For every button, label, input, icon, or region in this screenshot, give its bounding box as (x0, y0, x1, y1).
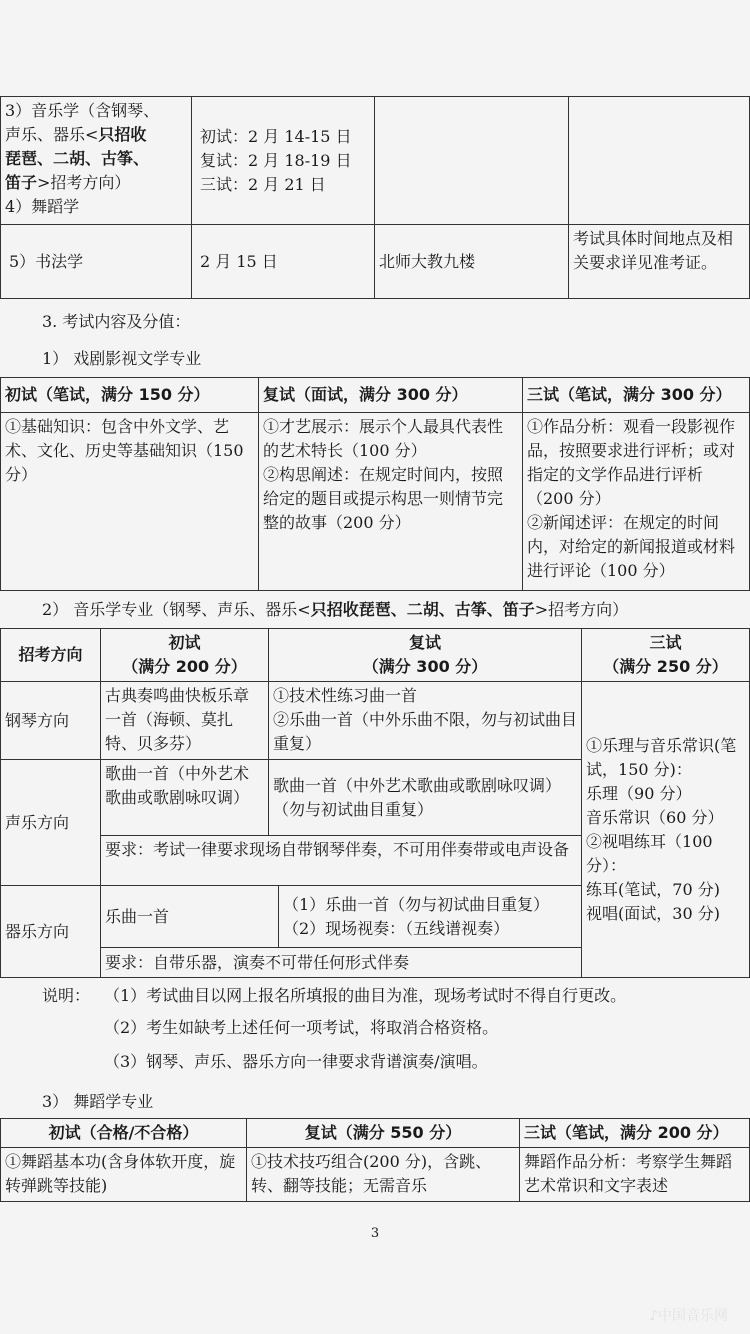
schedule-place-calligraphy: 北师大教九楼 (375, 225, 569, 299)
note-1: （1）考试曲目以网上报名所填报的曲目为准，现场考试时不得自行更改。 (104, 986, 627, 1005)
inst-second: （1）乐曲一首（勿与初试曲目重复） （2）现场视奏：（五线谱视奏） (279, 886, 582, 948)
watermark-logo: ♪中国音乐网 (649, 1308, 728, 1324)
schedule-table (0, 96, 750, 299)
music-header-second: 复试 （满分 300 分） (269, 629, 582, 682)
dance-table (0, 1118, 750, 1202)
piano-first: 古典奏鸣曲快板乐章一首（海顿、莫扎特、贝多芬） (101, 682, 269, 760)
note-2: （2）考生如缺考上述任何一项考试，将取消合格资格。 (104, 1018, 499, 1037)
dance-heading: 3） 舞蹈学专业 (42, 1092, 154, 1111)
inst-first: 乐曲一首 (101, 886, 279, 948)
piano-direction: 钢琴方向 (1, 682, 101, 760)
drama-third-content: ①作品分析：观看一段影视作品，按照要求进行评析；或对指定的文学作品进行评析（200 分） ②新闻述评：在规定的时间内，对给定的新闻报道或材料进行评论（100 分） (523, 413, 750, 591)
vocal-direction: 声乐方向 (1, 760, 101, 886)
inst-direction: 器乐方向 (1, 886, 101, 978)
drama-header-first: 初试（笔试，满分 150 分） (1, 378, 259, 413)
music-third-content: ①乐理与音乐常识(笔试，150 分)： 乐理（90 分） 音乐常识（60 分） ②视唱练耳（100 分）： 练耳(笔试，70 分) 视唱(面试，30 分) (582, 682, 750, 978)
notes-label: 说明： (42, 986, 91, 1005)
vocal-requirement: 要求：考试一律要求现场自带钢琴伴奏，不可用伴奏带或电声设备 (101, 836, 582, 886)
schedule-place-cell-empty (375, 97, 569, 225)
music-header-first: 初试 （满分 200 分） (101, 629, 269, 682)
dance-third-content: 舞蹈作品分析：考察学生舞蹈艺术常识和文字表述 (520, 1148, 750, 1202)
major-line-2: 声乐、器乐<只招收 (5, 125, 147, 144)
major-line-5: 4）舞蹈学 (5, 197, 80, 216)
schedule-date-calligraphy: 2 月 15 日 (192, 225, 375, 299)
drama-table (0, 377, 750, 591)
music-note-icon: ♪ (649, 1308, 658, 1324)
drama-heading: 1） 戏剧影视文学专业 (42, 349, 202, 368)
schedule-note-calligraphy: 考试具体时间地点及相关要求详见准考证。 (569, 225, 750, 299)
drama-header-third: 三试（笔试，满分 300 分） (523, 378, 750, 413)
major-line-1: 3）音乐学（含钢琴、 (5, 101, 160, 120)
note-3: （3）钢琴、声乐、器乐方向一律要求背谱演奏/演唱。 (104, 1052, 488, 1071)
major-line-3: 琵琶、二胡、古筝、 (5, 149, 150, 168)
vocal-first: 歌曲一首（中外艺术歌曲或歌剧咏叹调） (101, 760, 269, 836)
music-heading: 2） 音乐学专业（钢琴、声乐、器乐<只招收琵琶、二胡、古筝、笛子>招考方向） (42, 600, 629, 619)
music-header-third: 三试 （满分 250 分） (582, 629, 750, 682)
music-table (0, 628, 750, 978)
dance-header-third: 三试（笔试，满分 200 分） (520, 1119, 750, 1148)
schedule-note-cell-empty (569, 97, 750, 225)
dance-first-content: ①舞蹈基本功(含身体软开度，旋转弹跳等技能) (1, 1148, 247, 1202)
dance-header-first: 初试（合格/不合格） (1, 1119, 247, 1148)
schedule-dates-cell: 初试：2 月 14-15 日 复试：2 月 18-19 日 三试：2 月 21 日 (192, 97, 375, 225)
section-3-heading: 3. 考试内容及分值： (42, 312, 191, 331)
music-header-direction: 招考方向 (1, 629, 101, 682)
inst-requirement: 要求：自带乐器，演奏不可带任何形式伴奏 (101, 948, 750, 978)
vocal-second: 歌曲一首（中外艺术歌曲或歌剧咏叹调）（勿与初试曲目重复） (269, 760, 582, 836)
dance-header-second: 复试（满分 550 分） (247, 1119, 520, 1148)
schedule-major-calligraphy: 5）书法学 (1, 225, 192, 299)
drama-header-second: 复试（面试，满分 300 分） (259, 378, 523, 413)
schedule-major-cell (1, 97, 192, 225)
dance-second-content: ①技术技巧组合(200 分)，含跳、转、翻等技能；无需音乐 (247, 1148, 520, 1202)
page-number: 3 (370, 1226, 380, 1241)
drama-first-content: ①基础知识：包含中外文学、艺术、文化、历史等基础知识（150 分） (1, 413, 259, 591)
major-line-4: 笛子>招考方向） (5, 173, 131, 192)
piano-second: ①技术性练习曲一首 ②乐曲一首（中外乐曲不限，勿与初试曲目重复） (269, 682, 582, 760)
drama-second-content: ①才艺展示：展示个人最具代表性的艺术特长（100 分） ②构思阐述：在规定时间内，按照给定的题目或提示构思一则情节完整的故事（200 分） (259, 413, 523, 591)
